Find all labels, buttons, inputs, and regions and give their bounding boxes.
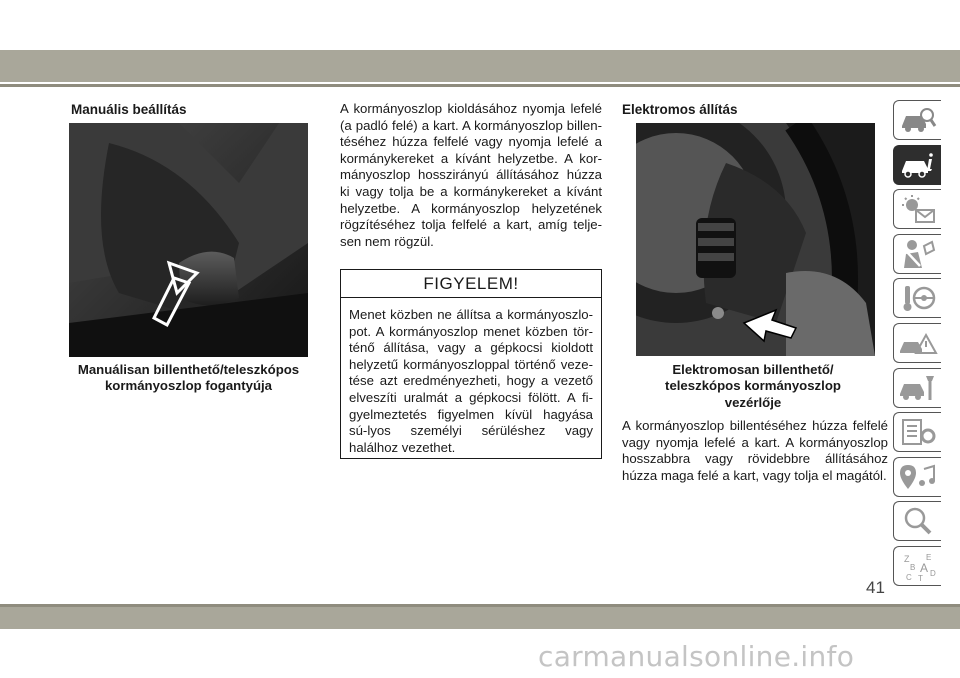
tab-index[interactable] — [893, 546, 941, 586]
car-crash-warning-icon — [898, 327, 938, 359]
tab-search[interactable] — [893, 501, 941, 541]
checklist-gear-icon — [898, 416, 938, 448]
tab-specifications[interactable] — [893, 412, 941, 452]
manual-lever-illustration — [69, 123, 308, 357]
page-number: 41 — [866, 578, 885, 597]
footer-band — [0, 607, 960, 629]
index-letter-b: B — [909, 562, 915, 572]
electric-caption — [622, 362, 884, 411]
tab-instruments[interactable] — [893, 189, 941, 229]
tab-multimedia[interactable] — [893, 457, 941, 497]
header-rule — [0, 84, 960, 87]
warning-box — [340, 269, 602, 459]
index-letter-d: D — [929, 568, 936, 578]
warning-light-mail-icon — [898, 193, 938, 225]
index-letter-t: T — [917, 573, 923, 582]
manual-paragraph: A kormányoszlop kioldásához nyomja lefelé (a padló felé) a kart. A kormányoszlop billen-téséhez húzza felfelé vagy nyomja lefelé a kormánykereket a kívánt helyzetbe. A kor-mányoszlop hosszirányú állításához húzza ki vagy tolja be a kormánykereket a kívánt helyzetbe. A kormányoszlop helyzetének rögzítéséhez tolja felfelé a kart, amíg telje-sen nem rögzül. — [340, 101, 602, 249]
index-letter-e: E — [925, 552, 931, 562]
chapter-tabs — [893, 100, 943, 591]
manual-caption: Manuálisan billenthető/teleszkópos kormányoszlop fogantyúja — [77, 362, 300, 394]
header-band — [0, 50, 960, 82]
magnifier-icon — [898, 505, 938, 537]
manual-heading: Manuális beállítás — [71, 102, 187, 117]
watermark: carmanualsonline.info — [538, 640, 855, 673]
person-seatbelt-icon — [898, 238, 938, 270]
electric-paragraph: A kormányoszlop billentéséhez húzza felfelé vagy nyomja lefelé a kart. A kormányoszlop hosszabbra vagy rövidebbre állításához húzza maga felé a kart, vagy tolja el magától. — [622, 418, 888, 483]
electric-caption-line2: teleszkópos kormányoszlop — [665, 378, 841, 394]
car-wrench-icon — [898, 372, 938, 404]
alphabet-index-icon — [898, 550, 938, 582]
electric-lever-photo — [636, 123, 875, 356]
electric-lever-illustration — [636, 123, 875, 356]
tab-service[interactable] — [893, 368, 941, 408]
electric-caption-line1: Elektromosan billenthető/ — [672, 362, 834, 377]
index-letter-c: C — [905, 572, 912, 582]
warning-text: Menet közben ne állítsa a kormányoszlo-pot. A kormányoszlop menet közben tör-ténő állítása, vagy a gépkocsi kioldott helyzetű kormányoszloppal történő veze-tése azt eredményezheti, hogy a vezető elveszíti uralmát a gépkocsi fölött. A fi-gyelmeztetés figyelmen kívül hagyása sú-lyos személyi sérüléshez vagy halálhoz vezethet. — [349, 307, 593, 455]
key-steering-wheel-icon — [898, 282, 938, 314]
tab-safety[interactable] — [893, 234, 941, 274]
car-info-icon — [898, 149, 938, 181]
tab-car-info[interactable] — [893, 145, 941, 185]
navigation-music-icon — [898, 461, 938, 493]
tab-car-inspection[interactable] — [893, 100, 941, 140]
electric-heading: Elektromos állítás — [622, 102, 738, 117]
manual-lever-photo — [69, 123, 308, 357]
car-magnifier-icon — [898, 104, 938, 136]
tab-emergency[interactable] — [893, 323, 941, 363]
electric-caption-line3: vezérlője — [724, 394, 782, 410]
index-letter-z: Z — [903, 553, 909, 564]
warning-title: FIGYELEM! — [341, 270, 601, 298]
index-letter-a: A — [919, 560, 928, 575]
tab-starting[interactable] — [893, 278, 941, 318]
